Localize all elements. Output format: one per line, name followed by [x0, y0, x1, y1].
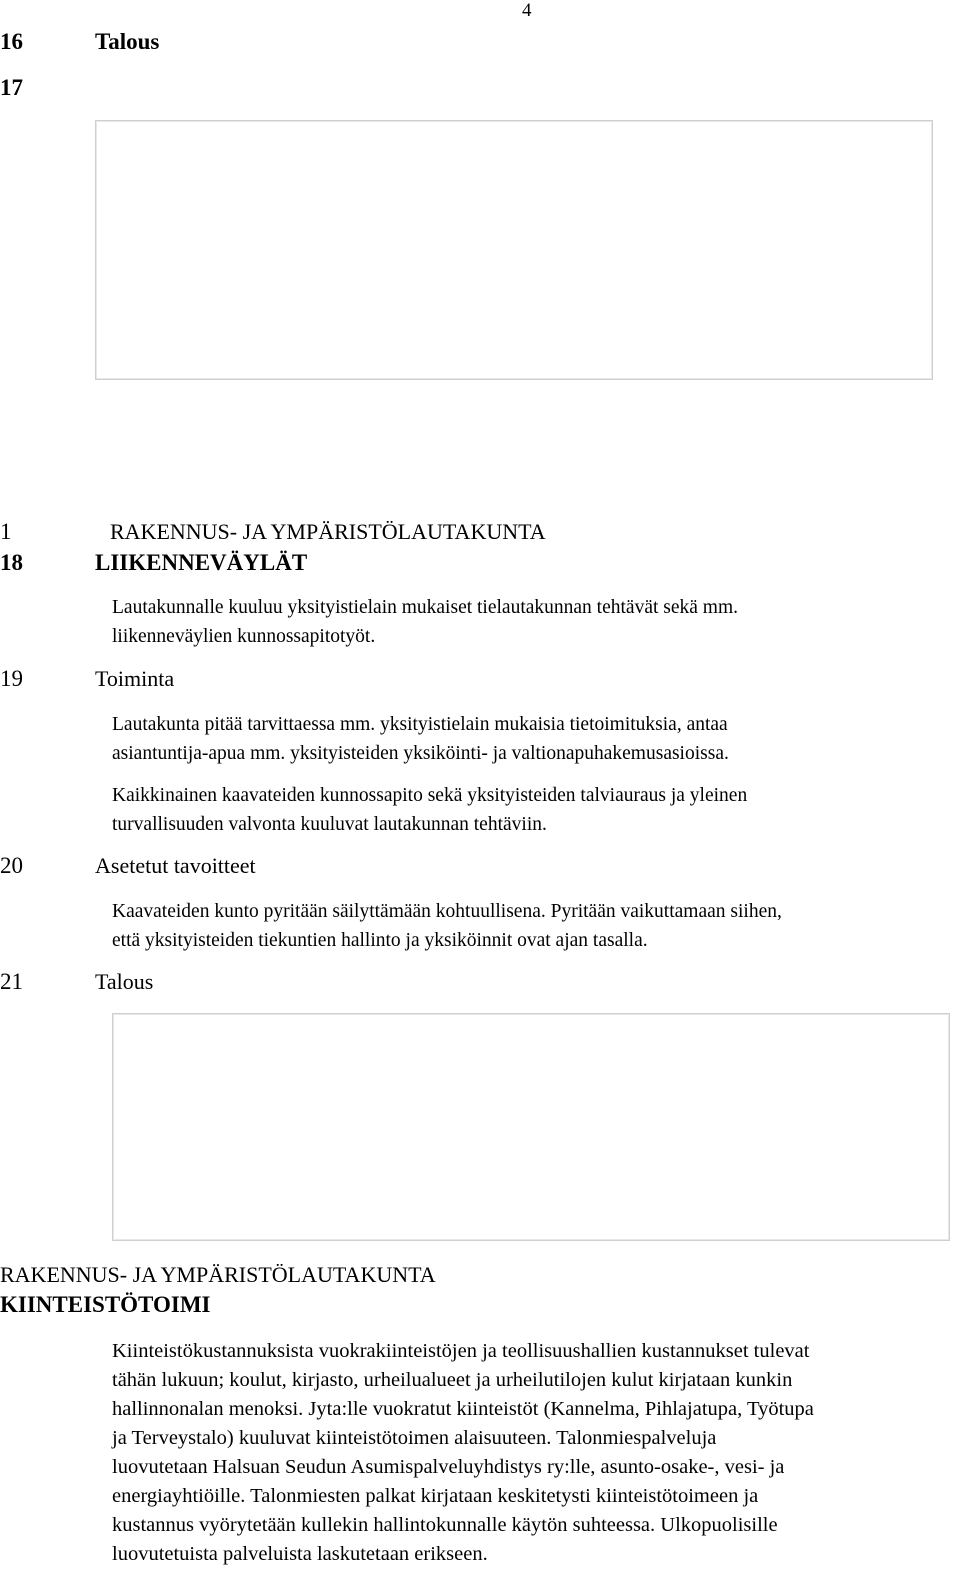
- heading-number-20: 20: [0, 853, 23, 878]
- text-line: asiantuntija-apua mm. yksityisteiden yksiköinti- ja valtionapuhakemusasioissa.: [112, 743, 729, 764]
- heading-number-18: 18: [0, 550, 23, 575]
- text-line: Kaavateiden kunto pyritään säilyttämään kohtuullisena. Pyritään vaikuttamaan siihen,: [112, 901, 782, 922]
- text-line: energiayhtiöille. Talonmiesten palkat kirjataan keskitetysti kiinteistötoimeen ja: [112, 1485, 759, 1507]
- text-line: luovutetaan Halsuan Seudun Asumispalveluyhdistys ry:lle, asunto-osake-, vesi- ja: [112, 1456, 785, 1478]
- heading-number-19: 19: [0, 666, 23, 691]
- text-line: kustannus vyörytetään kullekin hallintokunnalle käytön suhteessa. Ulkopuolisille: [112, 1514, 778, 1536]
- heading-number-1: 1: [0, 519, 12, 544]
- heading-asetetut-tavoitteet: Asetetut tavoitteet: [95, 853, 256, 878]
- committee-name-2: RAKENNUS- JA YMPÄRISTÖLAUTAKUNTA: [0, 1262, 436, 1287]
- text-line: hallinnonalan menoksi. Jyta:lle vuokratut kiinteistöt (Kannelma, Pihlajatupa, Työtupa: [112, 1398, 814, 1420]
- kiinteistotoimi-paragraph: [112, 1337, 814, 1569]
- heading-kiinteistotoimi: KIINTEISTÖTOIMI: [0, 1292, 211, 1317]
- heading-number-21: 21: [0, 969, 23, 994]
- intro-paragraph: [112, 593, 738, 651]
- toiminta-paragraph-1: [112, 710, 729, 768]
- heading-liikennevaylat: LIIKENNEVÄYLÄT: [95, 550, 308, 575]
- text-line: ja Terveystalo) kuuluvat kiinteistötoimen alaisuuteen. Talonmiespalveluja: [112, 1427, 717, 1449]
- heading-talous-16: Talous: [95, 29, 160, 54]
- text-line: tähän lukuun; koulut, kirjasto, urheilualueet ja urheilutilojen kulut kirjataan kunkin: [112, 1369, 793, 1391]
- text-line: Kiinteistökustannuksista vuokrakiinteistöjen ja teollisuushallien kustannukset tulevat: [112, 1340, 810, 1362]
- toiminta-paragraph-2: [112, 781, 747, 839]
- text-line: luovutetuista palveluista laskutetaan erikseen.: [112, 1543, 488, 1565]
- heading-toiminta: Toiminta: [95, 666, 175, 691]
- text-line: liikenneväylien kunnossapitotyöt.: [112, 626, 376, 647]
- text-line: Lautakunta pitää tarvittaessa mm. yksityistielain mukaisia tietoimituksia, antaa: [112, 714, 728, 735]
- heading-number-16: 16: [0, 29, 23, 54]
- text-line: Kaikkinainen kaavateiden kunnossapito sekä yksityisteiden talviauraus ja yleinen: [112, 785, 748, 806]
- table-placeholder-bottom: [112, 1013, 950, 1241]
- page-number: 4: [522, 0, 532, 21]
- tavoitteet-paragraph: [112, 897, 782, 955]
- committee-name: RAKENNUS- JA YMPÄRISTÖLAUTAKUNTA: [110, 519, 546, 544]
- text-line: turvallisuuden valvonta kuuluvat lautakunnan tehtäviin.: [112, 814, 547, 835]
- text-line: että yksityisteiden tiekuntien hallinto ja yksiköinnit ovat ajan tasalla.: [112, 930, 648, 951]
- heading-talous-21: Talous: [95, 969, 154, 994]
- text-line: Lautakunnalle kuuluu yksityistielain mukaiset tielautakunnan tehtävät sekä mm.: [112, 597, 739, 618]
- heading-number-17: 17: [0, 75, 23, 100]
- table-placeholder-top: [95, 120, 933, 380]
